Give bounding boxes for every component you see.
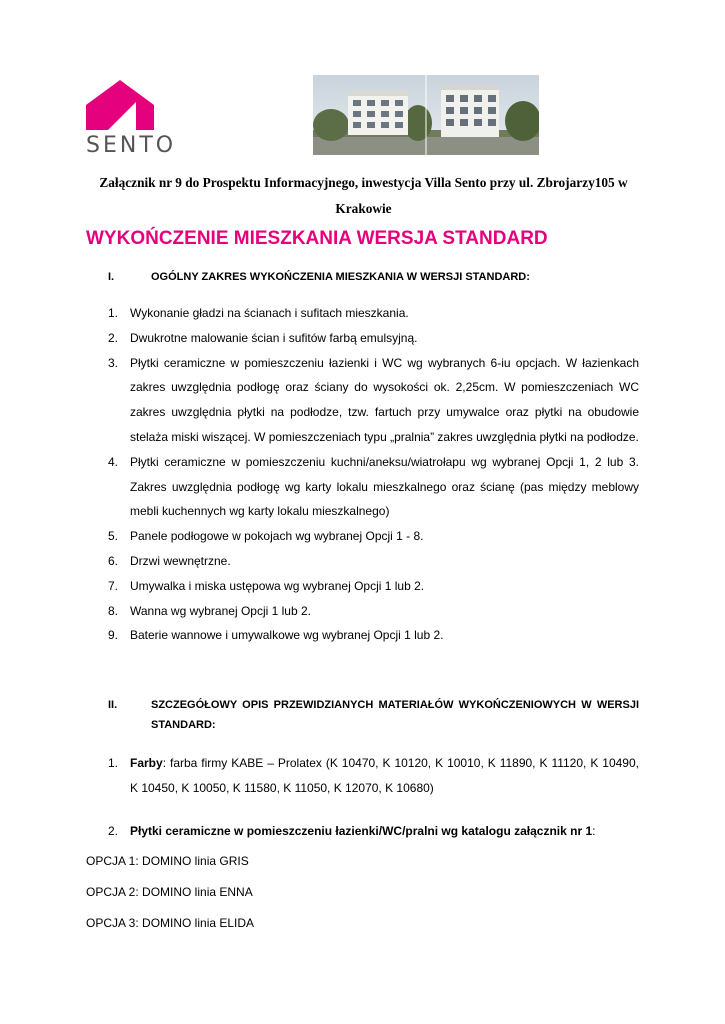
building-render-image xyxy=(313,75,539,155)
item-label: Płytki ceramiczne w pomieszczeniu łazienki/WC/pralni wg katalogu załącznik nr 1 xyxy=(130,824,593,838)
item-number: 8. xyxy=(108,603,119,618)
list-item xyxy=(108,574,639,599)
item-text xyxy=(130,819,639,844)
item-body: : xyxy=(592,824,596,838)
item-number: 3. xyxy=(108,355,119,370)
item-text: Płytki ceramiczne w pomieszczeniu łazienki i WC wg wybranych 6-iu opcjach. W łazienkach zakres uwzględnia podłogę oraz ściany do wysokości ok. 2,25cm. W pomieszczeniach WC zakres uwzględnia płytki na podłodze, tzw. fartuch przy umywalce oraz płytki na obudowie stelaża miski wiszącej. W pomieszczeniach typu „pralnia” zakres uwzględnia płytki na podłodze. xyxy=(130,355,639,444)
item-number: 1. xyxy=(108,756,119,770)
list-item xyxy=(108,623,639,648)
item-number: 1. xyxy=(108,306,119,320)
header-line-2: Krakowie xyxy=(335,201,392,216)
logo-text: SENTO xyxy=(86,133,177,158)
item-number: 9. xyxy=(108,628,119,643)
header-line-1: Załącznik nr 9 do Prospektu Informacyjnego, inwestycja Villa Sento przy ul. Zbrojarzy105 w xyxy=(99,175,628,190)
document-header xyxy=(86,170,641,222)
list-item xyxy=(108,351,639,450)
list-item xyxy=(108,524,639,549)
item-text: Baterie wannowe i umywalkowe wg wybranej Opcji 1 lub 2. xyxy=(130,628,444,643)
list-item xyxy=(108,819,639,844)
list-item xyxy=(108,751,639,801)
item-number: 2. xyxy=(108,330,119,345)
item-number: 5. xyxy=(108,529,119,544)
list-item xyxy=(108,326,639,351)
item-text: Dwukrotne malowanie ścian i sufitów farbą emulsyjną. xyxy=(130,330,418,345)
section-1-title: OGÓLNY ZAKRES WYKOŃCZENIA MIESZKANIA W WERSJI STANDARD: xyxy=(151,271,530,283)
item-text: Płytki ceramiczne w pomieszczeniu kuchni/aneksu/wiatrołapu wg wybranej Opcji 1, 2 lub 3. Zakres uwzględnia podłogę wg karty lokalu mieszkalnego oraz ścianę (pas między meblowy mebli kuchennych wg karty lokalu mieszkalnego) xyxy=(130,454,639,519)
list-item xyxy=(108,599,639,624)
option-3: OPCJA 3: DOMINO linia ELIDA xyxy=(86,916,255,930)
item-body: : farba firmy KABE – Prolatex (K 10470, K 10120, K 10010, K 11890, K 11120, K 10490, K 10450, K 10050, K 11580, K 11050, K 12070, K 10680) xyxy=(130,756,639,795)
list-item xyxy=(108,549,639,574)
item-number: 6. xyxy=(108,553,119,568)
section-2-list xyxy=(108,751,639,801)
option-2: OPCJA 2: DOMINO linia ENNA xyxy=(86,885,253,899)
item-text xyxy=(130,751,639,801)
item-number: 4. xyxy=(108,454,119,469)
page-title: WYKOŃCZENIE MIESZKANIA WERSJA STANDARD xyxy=(86,228,548,249)
section-2-number: II. xyxy=(108,699,118,711)
section-2-title: SZCZEGÓŁOWY OPIS PRZEWIDZIANYCH MATERIAŁÓW WYKOŃCZENIOWYCH W WERSJI STANDARD: xyxy=(151,699,639,731)
item-text: Wanna wg wybranej Opcji 1 lub 2. xyxy=(130,603,311,618)
item-number: 7. xyxy=(108,578,119,593)
item-text: Umywalka i miska ustępowa wg wybranej Opcji 1 lub 2. xyxy=(130,578,425,593)
section-1-list xyxy=(108,301,639,648)
section-2-list-2 xyxy=(108,819,639,844)
item-label: Farby xyxy=(130,756,163,770)
option-1: OPCJA 1: DOMINO linia GRIS xyxy=(86,854,249,868)
list-item xyxy=(108,450,639,524)
item-text: Wykonanie gładzi na ścianach i sufitach mieszkania. xyxy=(130,306,409,320)
list-item xyxy=(108,301,639,326)
item-number: 2. xyxy=(108,824,119,838)
item-text: Drzwi wewnętrzne. xyxy=(130,553,231,568)
item-text: Panele podłogowe w pokojach wg wybranej Opcji 1 - 8. xyxy=(130,529,424,544)
section-1-number: I. xyxy=(108,271,115,283)
